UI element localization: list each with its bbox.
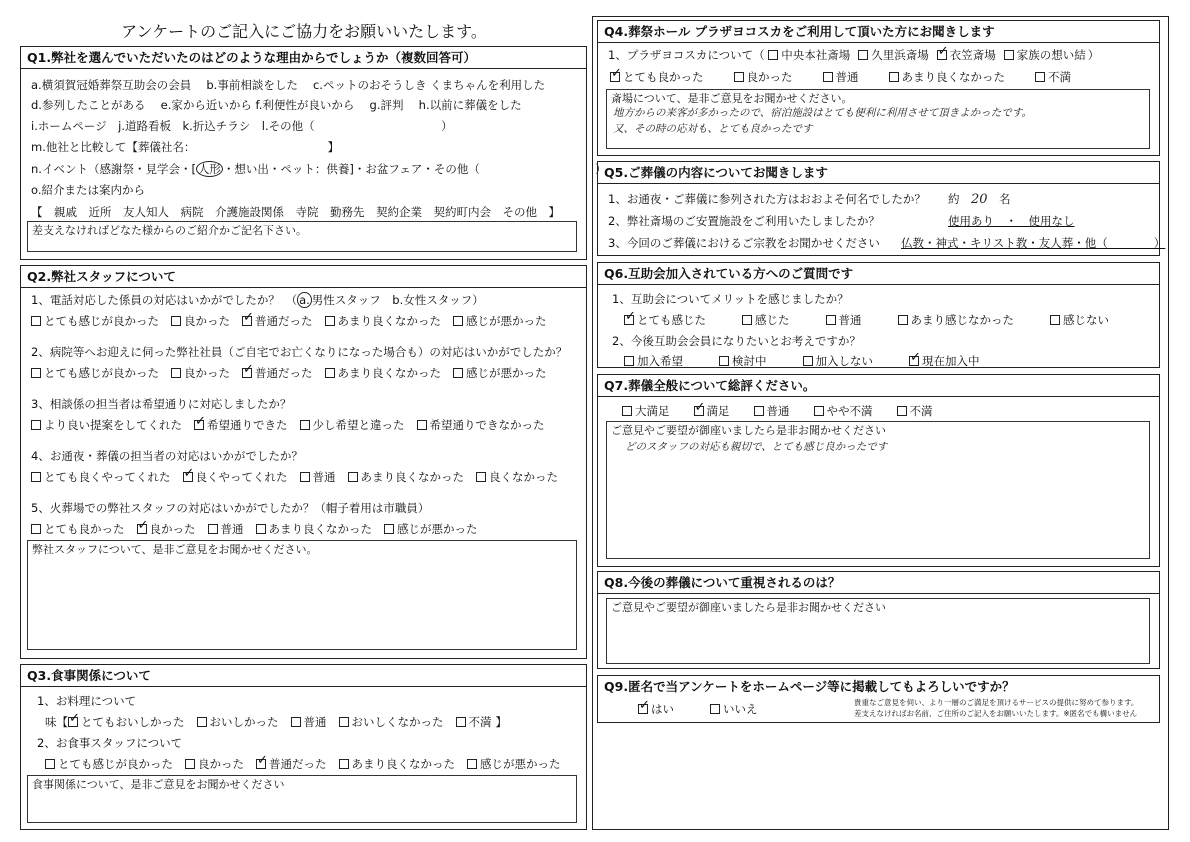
q2-o5 bbox=[31, 521, 490, 537]
checkbox[interactable] bbox=[256, 524, 266, 534]
q1-line-5 bbox=[31, 161, 606, 177]
checkbox[interactable] bbox=[719, 356, 729, 366]
q1-line-4[interactable]: m.他社と比較して【葬儀社名： 】 bbox=[31, 140, 340, 154]
checkbox[interactable] bbox=[889, 72, 899, 82]
q1-line-3[interactable]: i.ホームページ j.道路看板 k.折込チラシ l.その他（ ） bbox=[31, 119, 453, 133]
q2-o2-3[interactable]: あまり良くなかった bbox=[325, 365, 442, 381]
q4-hall-2[interactable]: ✓ 衣笠斎場 bbox=[937, 47, 996, 63]
q7-comment-box[interactable] bbox=[606, 421, 1150, 559]
q6-o2-3[interactable]: ✓ 現在加入中 bbox=[909, 353, 980, 369]
q2-o2-4[interactable]: 感じが悪かった bbox=[453, 365, 547, 381]
q8-comment-box[interactable]: ご意見やご要望が御座いましたら是非お聞かせください bbox=[606, 598, 1150, 664]
q1-line-6[interactable]: o.紹介または案内から bbox=[31, 183, 145, 197]
q7-comment-label: ご意見やご要望が御座いましたら是非お聞かせください bbox=[611, 424, 886, 437]
q6-o1-0[interactable]: ✓とても感じた bbox=[624, 312, 706, 328]
checkbox[interactable] bbox=[622, 406, 632, 416]
q4-heading: Q4.葬祭ホール プラザヨコスカをご利用して頂いた方にお聞きします bbox=[598, 21, 1159, 43]
q5-s3-options[interactable]: 仏教・神式・キリスト教・友人葬・他（ ） bbox=[901, 236, 1166, 250]
q1-option-f[interactable]: f.利便性が良いから bbox=[255, 98, 355, 112]
q7-section bbox=[597, 374, 1160, 567]
checkbox[interactable] bbox=[467, 759, 477, 769]
checkbox[interactable] bbox=[300, 420, 310, 430]
q6-o2-1[interactable]: 検討中 bbox=[719, 353, 767, 369]
q1-option-b[interactable]: b.事前相談をした bbox=[206, 78, 298, 92]
q2-s1: 1、電話対応した係員の対応はいかがでしたか？ （ a. 男性スタッフ b.女性スタッフ） bbox=[31, 293, 484, 307]
q5-attendees[interactable]: 約 20 名 bbox=[948, 192, 1011, 207]
q1-option-e[interactable]: e.家から近いから bbox=[160, 98, 252, 112]
q4-hall-0[interactable]: 中央本社斎場 bbox=[768, 47, 850, 63]
q4-o1-3[interactable]: あまり良くなかった bbox=[889, 69, 1006, 85]
checkbox[interactable] bbox=[710, 704, 720, 714]
q7-o1-3[interactable]: やや不満 bbox=[814, 403, 873, 419]
q6-section bbox=[597, 262, 1160, 368]
checked-checkbox[interactable] bbox=[242, 368, 252, 378]
q9-o1 bbox=[638, 701, 770, 717]
q4-handwritten-2: 又、その時の応対も、とても良かったです bbox=[613, 123, 813, 135]
q4-o1-1[interactable]: 良かった bbox=[734, 69, 793, 85]
checked-checkbox[interactable] bbox=[909, 356, 919, 366]
q4-o1-4[interactable]: 不満 bbox=[1035, 69, 1071, 85]
q5-s3: 3、今回のご葬儀におけるご宗教をお聞かせください bbox=[608, 236, 880, 250]
checkbox[interactable] bbox=[185, 759, 195, 769]
q4-o1 bbox=[610, 69, 1083, 85]
q2-o5-3[interactable]: あまり良くなかった bbox=[256, 521, 373, 537]
q2-o1-4[interactable]: 感じが悪かった bbox=[453, 313, 547, 329]
q4-s1: 1、プラザヨコスカについて（ 中央本社斎場 久里浜斎場✓ 衣笠斎場 家族の想い結 ） bbox=[608, 47, 1099, 63]
q2-o4-0[interactable]: とても良くやってくれた bbox=[31, 469, 171, 485]
checkbox[interactable] bbox=[858, 50, 868, 60]
checkbox[interactable] bbox=[897, 406, 907, 416]
q9-o1-yes[interactable]: ✓はい bbox=[638, 701, 674, 717]
checkbox[interactable] bbox=[325, 368, 335, 378]
q3-section bbox=[20, 664, 587, 830]
q2-o5-0[interactable]: とても良かった bbox=[31, 521, 125, 537]
q2-heading: Q2.弊社スタッフについて bbox=[21, 266, 586, 288]
checkbox[interactable] bbox=[31, 472, 41, 482]
q1-doll-circled: 人形 bbox=[197, 162, 221, 176]
checkbox[interactable] bbox=[814, 406, 824, 416]
page-title: アンケートのご記入にご協力をお願いいたします。 bbox=[121, 22, 487, 41]
q9-o1-no[interactable]: いいえ bbox=[710, 701, 758, 717]
checkbox[interactable] bbox=[171, 316, 181, 326]
q7-o1-2[interactable]: 普通 bbox=[754, 403, 790, 419]
q3-o1-3[interactable]: おいしくなかった bbox=[339, 714, 444, 730]
checkbox[interactable] bbox=[823, 72, 833, 82]
q2-o2-0[interactable]: とても感じが良かった bbox=[31, 365, 159, 381]
q4-o1-2[interactable]: 普通 bbox=[823, 69, 859, 85]
checkbox[interactable] bbox=[1004, 50, 1014, 60]
q2-s5: 5、火葬場での弊社スタッフの対応はいかがでしたか？（帽子着用は市職員） bbox=[31, 501, 430, 515]
q1-heading: Q1.弊社を選んでいただいたのはどのような理由からでしょうか（複数回答可） bbox=[21, 47, 586, 69]
q2-o1 bbox=[31, 313, 559, 329]
q7-o1-0[interactable]: 大満足 bbox=[622, 403, 670, 419]
q2-o1-2[interactable]: ✓ 普通だった bbox=[242, 313, 313, 329]
q3-s1: 1、お料理について bbox=[37, 694, 137, 708]
checkbox[interactable] bbox=[742, 315, 752, 325]
q7-o1 bbox=[622, 403, 945, 419]
q6-o2-0[interactable]: 加入希望 bbox=[624, 353, 683, 369]
q1-option-n[interactable]: n.イベント（感謝祭・見学会・[ bbox=[31, 162, 196, 176]
checkbox[interactable] bbox=[208, 524, 218, 534]
q7-heading: Q7.葬儀全般について総評ください。 bbox=[598, 375, 1159, 397]
q1-line-7: 【 親戚 近所 友人知人 病院 介護施設関係 寺院 勤務先 契約企業 契約町内会 その他 】 bbox=[31, 205, 560, 219]
checked-checkbox[interactable] bbox=[68, 717, 78, 727]
q5-s2-options[interactable]: 使用あり ・ 使用なし bbox=[948, 214, 1075, 228]
checked-checkbox[interactable] bbox=[694, 406, 704, 416]
q7-o1-1[interactable]: ✓ 満足 bbox=[694, 403, 730, 419]
checkbox[interactable] bbox=[348, 472, 358, 482]
q4-comment-label: 斎場について、是非ご意見をお聞かせください。 bbox=[611, 92, 853, 105]
checkbox[interactable] bbox=[803, 356, 813, 366]
q1-option-a[interactable]: a.横須賀冠婚葬祭互助会の会員 bbox=[31, 78, 192, 92]
q1-section bbox=[20, 46, 607, 260]
q2-o3-3[interactable]: 希望通りできなかった bbox=[417, 417, 545, 433]
q2-o1-1[interactable]: 良かった bbox=[171, 313, 230, 329]
checkbox[interactable] bbox=[339, 717, 349, 727]
checkbox[interactable] bbox=[31, 420, 41, 430]
checkbox[interactable] bbox=[31, 368, 41, 378]
q9-heading: Q9.匿名で当アンケートをホームページ等に掲載してもよろしいですか？ bbox=[604, 679, 1015, 694]
q2-o5-4[interactable]: 感じが悪かった bbox=[384, 521, 478, 537]
checkbox[interactable] bbox=[171, 368, 181, 378]
q6-o1-3[interactable]: あまり感じなかった bbox=[898, 312, 1015, 328]
checked-checkbox[interactable] bbox=[624, 315, 634, 325]
checked-checkbox[interactable] bbox=[638, 704, 648, 714]
checkbox[interactable] bbox=[476, 472, 486, 482]
q1-line-2 bbox=[31, 97, 522, 113]
q9-note-2: 差支えなければお名前、ご住所のご記入をお願いいたします。※匿名でも構いません bbox=[854, 709, 1138, 718]
q1-option-g[interactable]: g.評判 bbox=[369, 98, 404, 112]
q2-s3: 3、相談係の担当者は希望通りに対応しましたか？ bbox=[31, 397, 292, 411]
q1-line-1 bbox=[31, 77, 545, 93]
q9-note-1: 貴重なご意見を伺い、より一層のご満足を頂けるサービスの提供に努めて参ります。 bbox=[854, 698, 1139, 707]
q4-handwritten-1: 地方からの来客が多かったので、宿泊施設はとても便利に利用させて頂きよかったです。 bbox=[613, 107, 1032, 119]
checkbox[interactable] bbox=[45, 759, 55, 769]
checkbox[interactable] bbox=[1050, 315, 1060, 325]
q4-hall-3[interactable]: 家族の想い結 bbox=[1004, 47, 1086, 63]
checkbox[interactable] bbox=[291, 717, 301, 727]
q3-o1-0[interactable]: ✓ とてもおいしかった bbox=[68, 714, 185, 730]
q1-option-h[interactable]: h.以前に葬儀をした bbox=[418, 98, 522, 112]
q2-comment-box[interactable]: 弊社スタッフについて、是非ご意見をお聞かせください。 bbox=[27, 540, 577, 650]
checked-checkbox[interactable] bbox=[242, 316, 252, 326]
q3-o1-1[interactable]: おいしかった bbox=[197, 714, 279, 730]
checkbox[interactable] bbox=[453, 368, 463, 378]
checked-checkbox[interactable] bbox=[137, 524, 147, 534]
q2-o1-3[interactable]: あまり良くなかった bbox=[325, 313, 442, 329]
q2-o2-2[interactable]: ✓ 普通だった bbox=[242, 365, 313, 381]
q2-o5-1[interactable]: ✓ 良かった bbox=[137, 521, 196, 537]
q5-heading: Q5.ご葬儀の内容についてお聞きします bbox=[598, 162, 1159, 184]
q3-o2-4[interactable]: 感じが悪かった bbox=[467, 756, 561, 772]
q2-section bbox=[20, 265, 587, 659]
q3-o2-0[interactable]: とても感じが良かった bbox=[45, 756, 173, 772]
q5-s1: 1、お通夜・ご葬儀に参列された方はおおよそ何名でしたか？ bbox=[608, 192, 926, 206]
checkbox[interactable] bbox=[754, 406, 764, 416]
q3-o2-1[interactable]: 良かった bbox=[185, 756, 244, 772]
checkbox[interactable] bbox=[1035, 72, 1045, 82]
q1-option-d[interactable]: d.参列したことがある bbox=[31, 98, 146, 112]
q1-referrer-box[interactable]: 差支えなければどなた様からのご紹介かご記名下さい。 bbox=[27, 221, 577, 252]
q7-o1-4[interactable]: 不満 bbox=[897, 403, 933, 419]
q3-o2-2[interactable]: ✓ 普通だった bbox=[256, 756, 327, 772]
q2-o3-2[interactable]: 少し希望と違った bbox=[300, 417, 405, 433]
q6-o2-2[interactable]: 加入しない bbox=[803, 353, 874, 369]
checkbox[interactable] bbox=[734, 72, 744, 82]
q3-o2 bbox=[45, 756, 573, 772]
q4-comment-box[interactable] bbox=[606, 89, 1150, 149]
q5-section bbox=[597, 161, 1166, 256]
q6-heading: Q6.互助会加入されている方へのご質問です bbox=[598, 263, 1159, 285]
q2-o4-3[interactable]: あまり良くなかった bbox=[348, 469, 465, 485]
checkbox[interactable] bbox=[31, 316, 41, 326]
q6-s1: 1、互助会についてメリットを感じましたか？ bbox=[612, 292, 849, 306]
q1-option-n-rest: ・想い出・ペット：供養]・お盆フェア・その他（ ） bbox=[222, 162, 607, 176]
checkbox[interactable] bbox=[325, 316, 335, 326]
q2-o4-2[interactable]: 普通 bbox=[300, 469, 336, 485]
q2-s4: 4、お通夜・葬儀の担当者の対応はいかがでしたか？ bbox=[31, 449, 303, 463]
checkbox[interactable] bbox=[456, 717, 466, 727]
q2-o2 bbox=[31, 365, 559, 381]
checkbox[interactable] bbox=[31, 524, 41, 534]
q2-o2-1[interactable]: 良かった bbox=[171, 365, 230, 381]
q5-s2: 2、弊社斎場のご安置施設をご利用いたしましたか？ bbox=[608, 214, 880, 228]
q4-hall-1[interactable]: 久里浜斎場 bbox=[858, 47, 929, 63]
checkbox[interactable] bbox=[417, 420, 427, 430]
q6-o1 bbox=[624, 312, 1121, 328]
checkbox[interactable] bbox=[624, 356, 634, 366]
q3-comment-box[interactable]: 食事関係について、是非ご意見をお聞かせください bbox=[27, 775, 577, 823]
checkbox[interactable] bbox=[197, 717, 207, 727]
q2-o3 bbox=[31, 417, 557, 433]
checkbox[interactable] bbox=[898, 315, 908, 325]
q8-section bbox=[597, 571, 1160, 669]
q5-attendees-value: 20 bbox=[971, 192, 988, 207]
q2-o4 bbox=[31, 469, 570, 485]
q6-s2: 2、今後互助会会員になりたいとお考えですか？ bbox=[612, 334, 861, 348]
checkbox[interactable] bbox=[826, 315, 836, 325]
q6-o2 bbox=[624, 353, 992, 369]
q3-o1-4[interactable]: 不満 bbox=[456, 714, 492, 730]
q8-heading: Q8.今後の葬儀について重視されるのは？ bbox=[598, 572, 1159, 594]
q3-s2: 2、お食事スタッフについて bbox=[37, 736, 183, 750]
checkbox[interactable] bbox=[384, 524, 394, 534]
q3-heading: Q3.食事関係について bbox=[21, 665, 586, 687]
checkbox[interactable] bbox=[768, 50, 778, 60]
checkbox[interactable] bbox=[300, 472, 310, 482]
q2-o5-2[interactable]: 普通 bbox=[208, 521, 244, 537]
q1-option-c[interactable]: c.ペットのおそうしき くまちゃんを利用した bbox=[312, 78, 546, 92]
q3-o2-3[interactable]: あまり良くなかった bbox=[339, 756, 456, 772]
q2-s2: 2、病院等へお迎えに伺った弊社社員（ご自宅でお亡くなりになった場合も）の対応はいかがでしたか？ bbox=[31, 345, 568, 359]
q2-o4-4[interactable]: 良くなかった bbox=[476, 469, 558, 485]
q2-o4-1[interactable]: ✓ 良くやってくれた bbox=[183, 469, 288, 485]
q7-handwritten: どのスタッフの対応も親切で、とても感じ良かったです bbox=[625, 441, 888, 453]
checked-checkbox[interactable] bbox=[256, 759, 266, 769]
q3-o1-2[interactable]: 普通 bbox=[291, 714, 327, 730]
checked-checkbox[interactable] bbox=[610, 72, 620, 82]
q6-o1-2[interactable]: 普通 bbox=[826, 312, 862, 328]
checked-checkbox[interactable] bbox=[937, 50, 947, 60]
q2-o1-0[interactable]: とても感じが良かった bbox=[31, 313, 159, 329]
q9-section bbox=[597, 675, 1160, 723]
q2-o3-1[interactable]: ✓ 希望通りできた bbox=[194, 417, 288, 433]
checked-checkbox[interactable] bbox=[194, 420, 204, 430]
q2-male-circled: a. bbox=[299, 293, 310, 307]
q4-o1-0[interactable]: ✓とても良かった bbox=[610, 69, 704, 85]
q4-section bbox=[597, 20, 1160, 156]
q2-o3-0[interactable]: より良い提案をしてくれた bbox=[31, 417, 182, 433]
q6-o1-4[interactable]: 感じない bbox=[1050, 312, 1109, 328]
q6-o1-1[interactable]: 感じた bbox=[742, 312, 790, 328]
checkbox[interactable] bbox=[339, 759, 349, 769]
checked-checkbox[interactable] bbox=[183, 472, 193, 482]
checkbox[interactable] bbox=[453, 316, 463, 326]
q3-o1: 味【✓ とてもおいしかった おいしかった 普通 おいしくなかった 不満 】 bbox=[45, 714, 507, 730]
